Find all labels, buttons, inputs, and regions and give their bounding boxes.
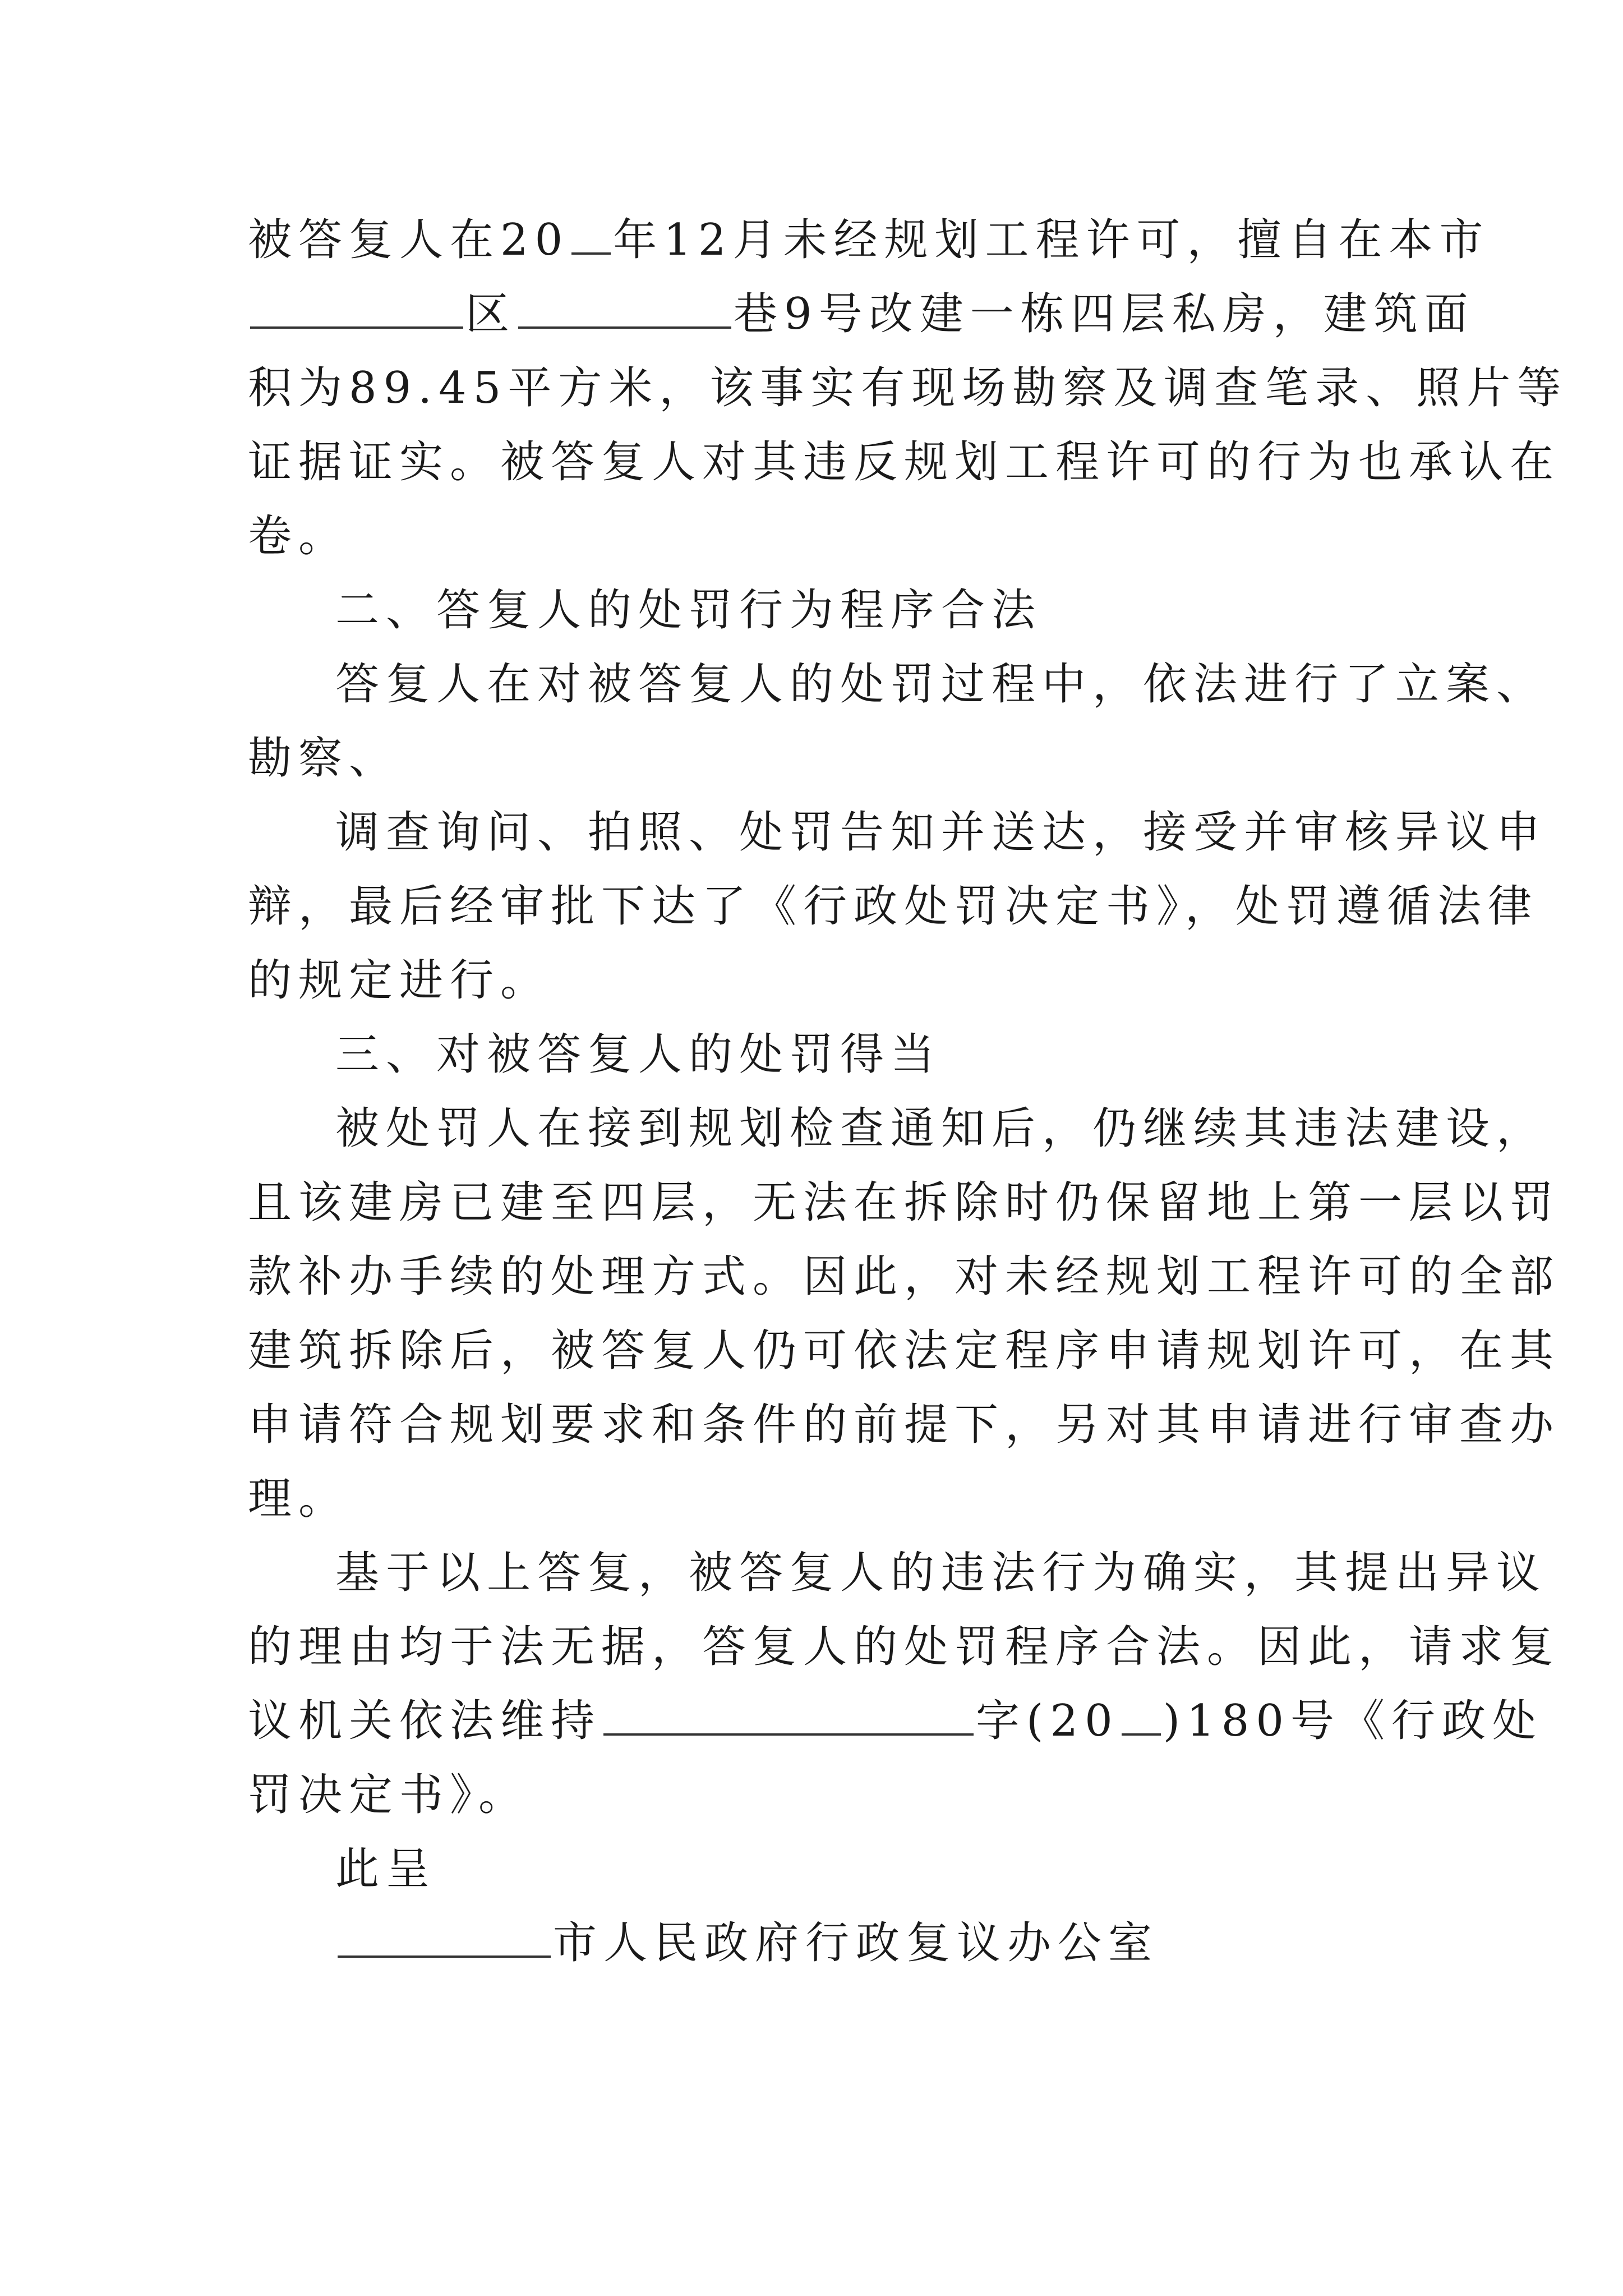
text-line: 罚决定书》。 xyxy=(248,1770,529,1820)
section-heading: 三、对被答复人的处罚得当 xyxy=(335,1029,942,1080)
text-line: 申请符合规划要求和条件的前提下，另对其申请进行审查办 xyxy=(248,1400,1561,1450)
text-line: 基于以上答复，被答复人的违法行为确实，其提出异议 xyxy=(335,1548,1547,1598)
text-line: 理。 xyxy=(248,1474,349,1524)
text-line: 且该建房已建至四层，无法在拆除时仍保留地上第一层以罚 xyxy=(248,1177,1561,1228)
text-line: 积为89.45平方米，该事实有现场勘察及调查笔录、照片等 xyxy=(248,363,1568,413)
blank-underline xyxy=(338,1922,551,1958)
text-line: 证据证实。被答复人对其违反规划工程许可的行为也承认在 xyxy=(248,437,1561,487)
closing-line: 此呈 xyxy=(335,1844,437,1894)
section-heading: 二、答复人的处罚行为程序合法 xyxy=(335,585,1043,636)
text-line: 调查询问、拍照、处罚告知并送达，接受并审核异议申 xyxy=(335,807,1547,858)
text-line: 答复人在对被答复人的处罚过程中，依法进行了立案、 xyxy=(335,659,1547,710)
text-line: 的规定进行。 xyxy=(248,955,551,1006)
text-line: 被处罚人在接到规划检查通知后，仍继续其违法建设， xyxy=(335,1103,1547,1154)
blank-underline xyxy=(250,293,463,329)
text-line: 辩，最后经审批下达了《行政处罚决定书》，处罚遵循法律 xyxy=(248,881,1539,932)
text-line: 被答复人在20 年12月未经规划工程许可，擅自在本市 xyxy=(248,215,1490,265)
blank-underline xyxy=(603,1700,974,1736)
text-line: 款补办手续的处理方式。因此，对未经规划工程许可的全部 xyxy=(248,1251,1561,1302)
text-line: 的理由均于法无据，答复人的处罚程序合法。因此，请求复 xyxy=(248,1622,1561,1672)
text-line: 区 巷9号改建一栋四层私房，建筑面 xyxy=(248,286,1381,342)
recipient-line: 市人民政府行政复议办公室 xyxy=(335,1915,1381,1971)
blank-underline xyxy=(1122,1700,1161,1736)
blank-underline xyxy=(571,219,611,255)
text-line: 勘察、 xyxy=(248,733,400,784)
text-line: 议机关依法维持 字(20 )180号《行政处 xyxy=(248,1696,1543,1746)
blank-underline xyxy=(518,293,731,329)
text-line: 建筑拆除后，被答复人仍可依法定程序申请规划许可，在其 xyxy=(248,1326,1561,1376)
text-line: 卷。 xyxy=(248,511,349,562)
